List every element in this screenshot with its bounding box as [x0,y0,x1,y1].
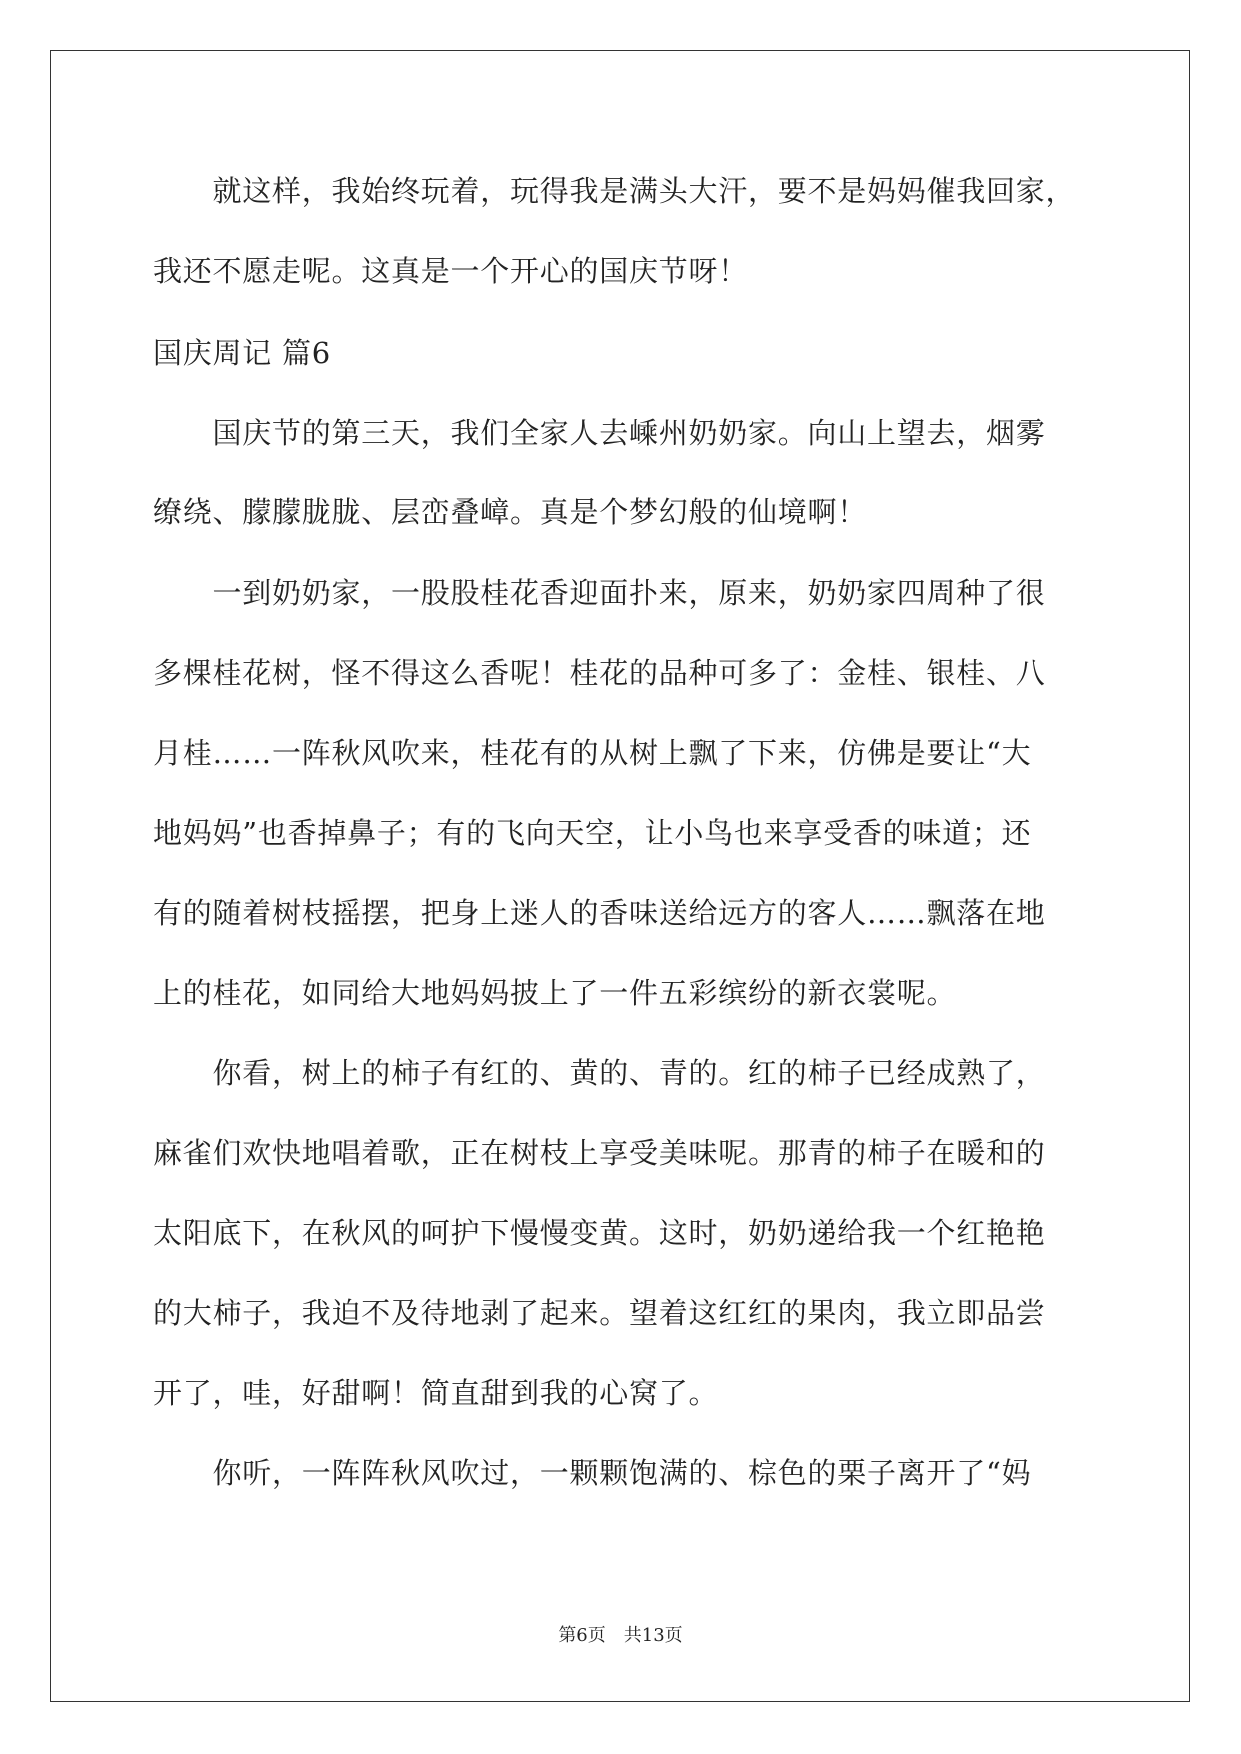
paragraph-line: 太阳底下，在秋风的呵护下慢慢变黄。这时，奶奶递给我一个红艳艳 [153,1216,1046,1250]
paragraph-line: 一到奶奶家，一股股桂花香迎面扑来，原来，奶奶家四周种了很 [153,576,1046,610]
paragraph-line: 就这样，我始终玩着，玩得我是满头大汗，要不是妈妈催我回家， [153,174,1076,208]
section-heading: 国庆周记 篇6 [153,336,331,370]
paragraph-line: 月桂……一阵秋风吹来，桂花有的从树上飘了下来，仿佛是要让“大 [153,736,1032,770]
paragraph-line: 缭绕、朦朦胧胧、层峦叠嶂。真是个梦幻般的仙境啊！ [153,495,868,529]
paragraph-line: 麻雀们欢快地唱着歌，正在树枝上享受美味呢。那青的柿子在暖和的 [153,1136,1046,1170]
paragraph-line: 我还不愿走呢。这真是一个开心的国庆节呀！ [153,254,749,288]
paragraph-line: 国庆节的第三天，我们全家人去嵊州奶奶家。向山上望去，烟雾 [153,416,1046,450]
paragraph-line: 开了，哇，好甜啊！简直甜到我的心窝了。 [153,1376,719,1410]
paragraph-line: 你听，一阵阵秋风吹过，一颗颗饱满的、棕色的栗子离开了“妈 [153,1456,1032,1490]
paragraph-line: 上的桂花，如同给大地妈妈披上了一件五彩缤纷的新衣裳呢。 [153,976,957,1010]
paragraph-line: 的大柿子，我迫不及待地剥了起来。望着这红红的果肉，我立即品尝 [153,1296,1046,1330]
paragraph-line: 你看，树上的柿子有红的、黄的、青的。红的柿子已经成熟了， [153,1056,1046,1090]
paragraph-line: 多棵桂花树，怪不得这么香呢！桂花的品种可多了：金桂、银桂、八 [153,656,1046,690]
page-indicator: 第6页 共13页 [558,1625,683,1646]
paragraph-line: 地妈妈”也香掉鼻子；有的飞向天空，让小鸟也来享受香的味道；还 [153,816,1032,850]
paragraph-line: 有的随着树枝摇摆，把身上迷人的香味送给远方的客人……飘落在地 [153,896,1046,930]
